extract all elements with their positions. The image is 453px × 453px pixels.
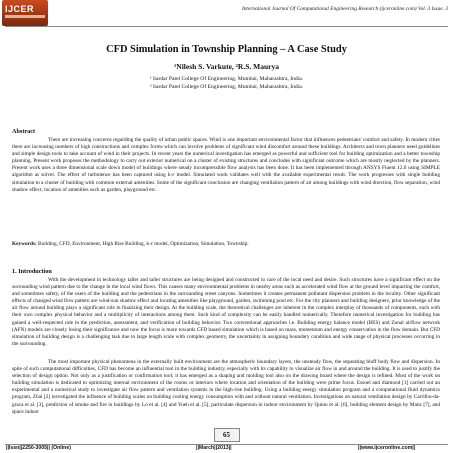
page-number: 65 — [223, 431, 230, 439]
logo-text: IJCER — [5, 4, 35, 14]
keywords-line — [12, 241, 440, 248]
intro-paragraph-2: The most important physical phenomena in the externally built environment are the atmospheric boundary layers, the unsteady flow, the separating bluff body flow and dispersion. In spite of such computational difficulties, CFD has become an influential tool in the building industry, especially with its capability to visualize air flow in and around the building. It is used to justify the selection of design option. Not only as a justification or confirmation tool; it has emerged as a shaping and molding tool also on the drawing board where the design is refined. Most of the work on building simulation is dedicated to optimizing internal environment of the rooms or interiors where location and orientation of the building were prime focus. Essoel and diamond [1] carried out an experimental and a numerical study to investigate air flow pattern and ventilation systems in the high-rise building. Using a building energy simulation program and a computational fluid dynamics program, Zhai [2] investigated the influence of building scales on building cooling energy consumption with and without natural ventilation. Investigations on natural ventilation design by Carrilho-da-graca et al. [3], prediction of smoke and fire in buildings by Lo et al. [4] and Yueh et al. [5], particulate dispersion in indoor environment by Quinn et al. [6], building element design by Manz [7], and space indoor — [12, 359, 440, 415]
footer-site: ||www.ijceronline.com|| — [358, 445, 416, 451]
keywords-text: Building, CFD, Environment, High Rise Building, k-ε model, Optimization, Simulation, Township. — [38, 241, 249, 247]
page-header — [0, 0, 453, 30]
abstract-text: There are increasing concerns regarding the quality of urban public spaces. Wind is one important environmental factor that influences pedestrians' comfort and safety. In modern cities there are increasing numbers of high constructions and complex forms which can involve problems of significant wind discomfort around these buildings. Architects and town planners need guidelines and simple design tools to take account of wind in their projects. In recent years the numerical investigation has emerged as powerful and sufficient tool for building optimization and a better township planning. Present work proposes the methodology to carry out exterior numerical on a cluster of existing structures and concludes with significant outcome which are mostly neglected by the planners. Present work uses a three dimensional scale down model of buildings where steady incompressible flow analysis has been done. It has been implemented through ANSYS Fluent 12.0 using SIMPLE algorithm as solver. The effect of turbulence has been captured using k-ε model. Simulated work validates well with the available experimental result. The work progresses with single building simulation to a cluster of building with common external amenities. Some of the significant conclusion are changing ventilation pattern of air among buildings with wind direction, flow separation, wind shadow effect, location of amenities such as garden, playground etc. — [12, 137, 440, 193]
footer-issn: ||Issn||2250-3005|| (Online) — [6, 445, 71, 451]
affiliation-1: ¹ Sardar Patel College Of Engineering, Mumbai, Maharashtra, India. — [149, 76, 304, 82]
abstract-heading: Abstract — [12, 128, 36, 135]
section-heading: 1. Introduction — [12, 268, 52, 275]
journal-logo — [2, 0, 48, 26]
paper-authors: ¹Nilesh S. Varkute, ²R.S. Maurya — [174, 62, 279, 71]
keywords-label: Keywords: — [12, 241, 37, 247]
journal-name: International Journal Of Computational Engineering Research (ijceronline.com) Vol. 3 Issue. 3 — [241, 6, 448, 12]
paper-title: CFD Simulation in Township Planning – A Case Study — [106, 44, 347, 55]
intro-paragraph-1: With the development in technology taller and taller structures are being designed and constructed to care of the local need and desire. Such structures have a significant effect on the surrounding wind pattern due to the change in the local wind flows. This causes many environmental problems in nearby areas such as accelerated wind flow at the ground level impacting the comfort, and sometimes safety, of the users of the building and the pedestrians in the surrounding street canyons. Sometimes it creates permanent pollutant dispersion problem in the locality. Other significant effects of changed wind flow pattern are wind-sun shadow effect and locating amenities like playground, garden, swimming pool etc. For the city planners and building designers, prior knowledge of the air flow around building plays a significant role in finalizing their design. At the building scale, the theoretical challenges are inherent in the complex interplay of thousands of components, each with their own complex physical behavior and a multiplicity of interactions among them. Such kind of complexity can be easily handled numerically. Therefore numerical investigation for building has gained a well-respected role in the prediction, assessment, and verification of building behavior. Two conventional approaches i.e. Building energy balance model (BES) and Zonal airflow network (AFN) models are closely losing their significance and now the focus is more towards CFD based simulation which is based on mass, momentum and energy conservation in the flow domain. But CFD simulation of building design is a challenging task due to large length scale with complex geometry, the uncertainty in assigning boundary condition and wide range of physical processes occurring in the surrounding. — [12, 277, 440, 347]
footer-date: ||March||2013|| — [196, 445, 232, 451]
header-divider — [5, 26, 448, 27]
affiliation-2: ² Sardar Patel College Of Engineering, Mumbai, Maharashtra, India. — [149, 84, 304, 90]
